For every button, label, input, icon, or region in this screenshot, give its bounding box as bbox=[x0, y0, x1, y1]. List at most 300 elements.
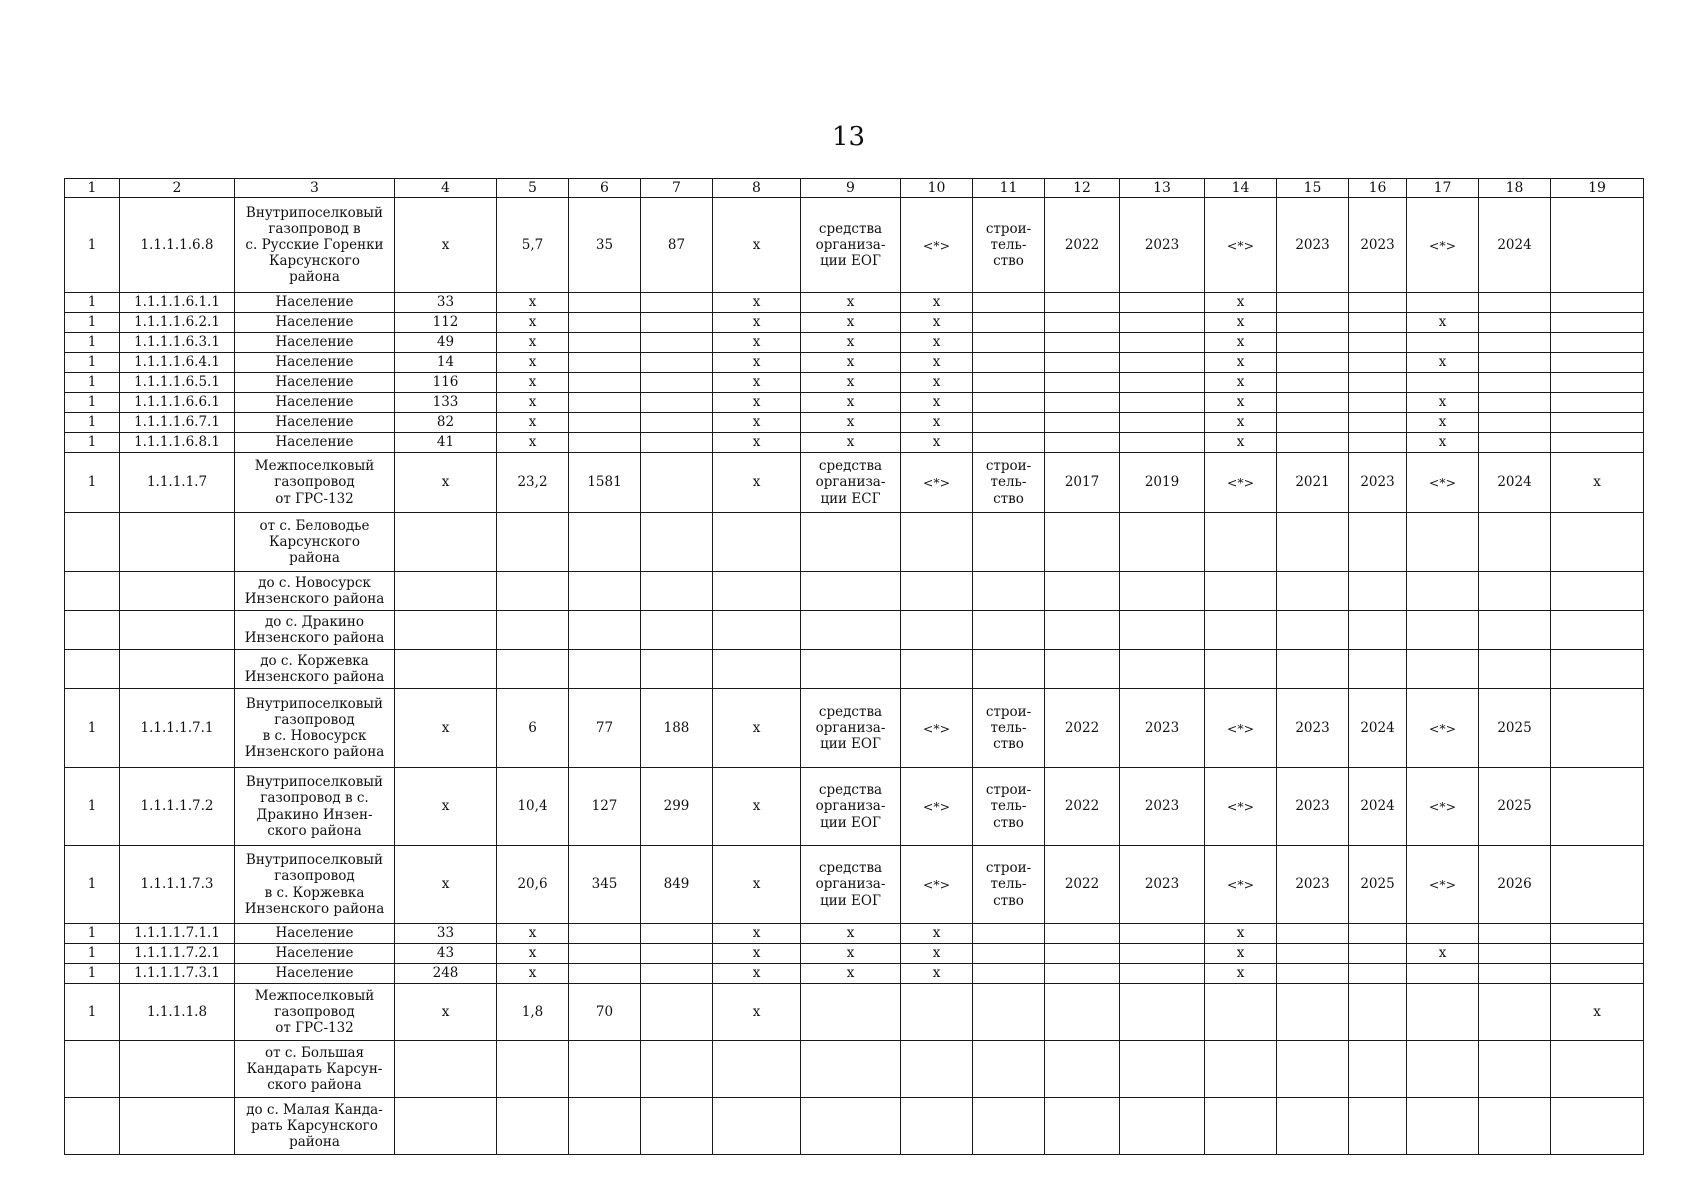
table-cell bbox=[641, 1098, 713, 1155]
table-row bbox=[65, 1041, 1644, 1098]
table-cell: x bbox=[1407, 353, 1479, 373]
table-cell: x bbox=[713, 293, 801, 313]
table-cell bbox=[1407, 572, 1479, 611]
table-cell: x bbox=[1205, 924, 1277, 944]
table-cell: x bbox=[901, 293, 973, 313]
table-cell: 2024 bbox=[1479, 453, 1551, 513]
table-cell bbox=[1407, 1098, 1479, 1155]
table-cell: средства организа- ции ЕОГ bbox=[801, 198, 901, 293]
table-cell: <*> bbox=[1205, 453, 1277, 513]
table-cell bbox=[801, 1041, 901, 1098]
table-cell bbox=[1045, 353, 1120, 373]
table-cell bbox=[1120, 650, 1205, 689]
table-cell bbox=[1277, 433, 1349, 453]
table-cell bbox=[1479, 924, 1551, 944]
table-cell bbox=[1407, 984, 1479, 1041]
table-cell bbox=[641, 984, 713, 1041]
table-cell: x bbox=[801, 433, 901, 453]
table-cell bbox=[1120, 513, 1205, 572]
header-cell: 13 bbox=[1120, 179, 1205, 198]
table-cell bbox=[1045, 1098, 1120, 1155]
table-cell: 2023 bbox=[1277, 198, 1349, 293]
table-cell bbox=[973, 1098, 1045, 1155]
table-cell bbox=[569, 572, 641, 611]
table-cell: x bbox=[497, 333, 569, 353]
table-cell: средства организа- ции ЕОГ bbox=[801, 689, 901, 768]
table-cell bbox=[1479, 413, 1551, 433]
table-cell: 2022 bbox=[1045, 768, 1120, 846]
table-cell: x bbox=[395, 198, 497, 293]
table-cell bbox=[569, 964, 641, 984]
table-cell bbox=[901, 984, 973, 1041]
table-cell bbox=[1120, 373, 1205, 393]
table-cell bbox=[1205, 650, 1277, 689]
data-table bbox=[64, 178, 1644, 1155]
table-cell: 116 bbox=[395, 373, 497, 393]
table-cell: 2024 bbox=[1349, 768, 1407, 846]
table-cell: 2023 bbox=[1277, 846, 1349, 924]
table-cell bbox=[973, 513, 1045, 572]
table-cell bbox=[1479, 650, 1551, 689]
table-row bbox=[65, 964, 1644, 984]
table-cell bbox=[1479, 313, 1551, 333]
table-cell: x bbox=[1407, 393, 1479, 413]
table-cell: x bbox=[901, 373, 973, 393]
table-cell: 2025 bbox=[1479, 768, 1551, 846]
table-cell bbox=[973, 413, 1045, 433]
table-cell bbox=[1205, 572, 1277, 611]
table-cell bbox=[901, 1041, 973, 1098]
table-cell: x bbox=[395, 846, 497, 924]
table-cell: 1 bbox=[65, 964, 120, 984]
table-cell: 1.1.1.1.7.1.1 bbox=[120, 924, 235, 944]
table-cell: x bbox=[713, 846, 801, 924]
table-cell: <*> bbox=[901, 198, 973, 293]
header-cell: 15 bbox=[1277, 179, 1349, 198]
table-cell: 1 bbox=[65, 453, 120, 513]
table-cell: 43 bbox=[395, 944, 497, 964]
table-cell bbox=[65, 1041, 120, 1098]
table-cell: <*> bbox=[1407, 453, 1479, 513]
header-cell: 2 bbox=[120, 179, 235, 198]
table-cell bbox=[1120, 611, 1205, 650]
table-cell bbox=[641, 650, 713, 689]
table-cell bbox=[1551, 944, 1644, 964]
header-cell: 19 bbox=[1551, 179, 1644, 198]
table-cell: <*> bbox=[1407, 768, 1479, 846]
table-cell: x bbox=[497, 413, 569, 433]
table-cell bbox=[569, 1098, 641, 1155]
table-cell bbox=[1407, 650, 1479, 689]
table-cell: x bbox=[713, 924, 801, 944]
table-cell bbox=[641, 453, 713, 513]
table-cell bbox=[1479, 944, 1551, 964]
table-cell bbox=[120, 513, 235, 572]
table-cell: средства организа- ции ЕОГ bbox=[801, 768, 901, 846]
table-cell bbox=[973, 313, 1045, 333]
table-row bbox=[65, 650, 1644, 689]
table-cell bbox=[1551, 611, 1644, 650]
header-cell: 18 bbox=[1479, 179, 1551, 198]
table-cell bbox=[1349, 650, 1407, 689]
table-cell: x bbox=[1551, 984, 1644, 1041]
table-cell bbox=[973, 924, 1045, 944]
table-cell: от с. Большая Кандарать Карсун- ского района bbox=[235, 1041, 395, 1098]
table-cell: 2026 bbox=[1479, 846, 1551, 924]
table-cell: <*> bbox=[901, 689, 973, 768]
table-row bbox=[65, 393, 1644, 413]
table-cell bbox=[641, 1041, 713, 1098]
table-cell: <*> bbox=[1205, 198, 1277, 293]
table-cell bbox=[1349, 353, 1407, 373]
table-row bbox=[65, 513, 1644, 572]
table-cell bbox=[713, 1041, 801, 1098]
table-cell bbox=[1479, 393, 1551, 413]
table-cell bbox=[1045, 924, 1120, 944]
table-cell: 14 bbox=[395, 353, 497, 373]
table-row bbox=[65, 611, 1644, 650]
table-cell bbox=[1349, 293, 1407, 313]
table-cell: средства организа- ции ЕОГ bbox=[801, 846, 901, 924]
table-cell bbox=[641, 944, 713, 964]
table-cell: x bbox=[1205, 433, 1277, 453]
table-cell bbox=[65, 513, 120, 572]
table-cell bbox=[1479, 433, 1551, 453]
table-cell bbox=[713, 650, 801, 689]
table-cell bbox=[641, 964, 713, 984]
table-cell bbox=[973, 1041, 1045, 1098]
table-cell: 1 bbox=[65, 393, 120, 413]
table-row bbox=[65, 413, 1644, 433]
table-cell bbox=[1277, 513, 1349, 572]
table-cell: 1 bbox=[65, 373, 120, 393]
table-cell bbox=[901, 572, 973, 611]
table-cell bbox=[641, 333, 713, 353]
table-cell bbox=[801, 611, 901, 650]
table-row bbox=[65, 924, 1644, 944]
table-cell: 2024 bbox=[1349, 689, 1407, 768]
table-cell bbox=[569, 413, 641, 433]
table-cell bbox=[973, 984, 1045, 1041]
table-cell: x bbox=[1205, 373, 1277, 393]
header-cell: 17 bbox=[1407, 179, 1479, 198]
table-cell: x bbox=[801, 924, 901, 944]
table-cell bbox=[641, 572, 713, 611]
table-cell bbox=[395, 1041, 497, 1098]
table-cell bbox=[1551, 964, 1644, 984]
header-cell: 1 bbox=[65, 179, 120, 198]
table-cell: <*> bbox=[1407, 846, 1479, 924]
table-cell: 1 bbox=[65, 353, 120, 373]
table-cell bbox=[1045, 1041, 1120, 1098]
table-cell: 2023 bbox=[1349, 198, 1407, 293]
table-cell: x bbox=[713, 413, 801, 433]
table-cell bbox=[1407, 373, 1479, 393]
header-cell: 16 bbox=[1349, 179, 1407, 198]
table-cell: x bbox=[801, 333, 901, 353]
table-cell: x bbox=[713, 313, 801, 333]
table-cell: 1.1.1.1.6.5.1 bbox=[120, 373, 235, 393]
table-cell: x bbox=[713, 393, 801, 413]
table-cell bbox=[1479, 611, 1551, 650]
table-cell bbox=[120, 1098, 235, 1155]
table-cell bbox=[1551, 198, 1644, 293]
table-cell: Внутрипоселковый газопровод в с. Коржевка Инзенского района bbox=[235, 846, 395, 924]
table-cell: <*> bbox=[1407, 198, 1479, 293]
table-cell: x bbox=[1205, 413, 1277, 433]
table-cell bbox=[1551, 393, 1644, 413]
table-cell bbox=[1045, 944, 1120, 964]
table-cell bbox=[1479, 1041, 1551, 1098]
table-cell: 1.1.1.1.6.8 bbox=[120, 198, 235, 293]
table-cell bbox=[1407, 924, 1479, 944]
table-cell: <*> bbox=[1205, 846, 1277, 924]
table-cell bbox=[1551, 768, 1644, 846]
table-cell: Население bbox=[235, 353, 395, 373]
table-cell bbox=[1277, 313, 1349, 333]
table-cell bbox=[569, 393, 641, 413]
table-cell: 1 bbox=[65, 198, 120, 293]
table-cell bbox=[120, 572, 235, 611]
table-cell: 1 bbox=[65, 413, 120, 433]
table-cell bbox=[973, 433, 1045, 453]
table-cell bbox=[1349, 611, 1407, 650]
table-row bbox=[65, 198, 1644, 293]
table-cell: 1 bbox=[65, 846, 120, 924]
table-cell bbox=[901, 1098, 973, 1155]
table-cell: x bbox=[801, 393, 901, 413]
table-cell bbox=[1551, 373, 1644, 393]
table-cell: 1.1.1.1.7.2.1 bbox=[120, 944, 235, 964]
table-cell: строи- тель- ство bbox=[973, 453, 1045, 513]
table-cell: 35 bbox=[569, 198, 641, 293]
table-cell: 849 bbox=[641, 846, 713, 924]
table-cell: Межпоселковый газопровод от ГРС-132 bbox=[235, 984, 395, 1041]
table-cell bbox=[1277, 373, 1349, 393]
table-row bbox=[65, 572, 1644, 611]
table-cell: x bbox=[801, 413, 901, 433]
table-cell: <*> bbox=[901, 846, 973, 924]
table-cell bbox=[713, 1098, 801, 1155]
table-cell bbox=[901, 611, 973, 650]
table-cell bbox=[1349, 373, 1407, 393]
table-cell: x bbox=[901, 413, 973, 433]
header-cell: 6 bbox=[569, 179, 641, 198]
table-cell: 1,8 bbox=[497, 984, 569, 1041]
table-cell: 1 bbox=[65, 924, 120, 944]
table-cell bbox=[1479, 984, 1551, 1041]
table-cell: x bbox=[497, 924, 569, 944]
table-cell bbox=[1120, 984, 1205, 1041]
table-cell bbox=[1349, 964, 1407, 984]
table-cell: до с. Малая Канда- рать Карсунского района bbox=[235, 1098, 395, 1155]
table-cell bbox=[1045, 413, 1120, 433]
table-cell: 20,6 bbox=[497, 846, 569, 924]
table-cell bbox=[801, 1098, 901, 1155]
table-cell bbox=[1120, 293, 1205, 313]
table-cell: 33 bbox=[395, 293, 497, 313]
table-cell: x bbox=[713, 944, 801, 964]
table-cell bbox=[641, 393, 713, 413]
table-cell bbox=[641, 433, 713, 453]
table-cell bbox=[1277, 611, 1349, 650]
table-cell: Население bbox=[235, 373, 395, 393]
table-cell bbox=[1551, 353, 1644, 373]
table-cell bbox=[1349, 1041, 1407, 1098]
table-cell bbox=[1205, 513, 1277, 572]
table-cell: x bbox=[497, 313, 569, 333]
table-cell bbox=[1277, 413, 1349, 433]
table-cell bbox=[569, 433, 641, 453]
table-cell bbox=[1551, 1098, 1644, 1155]
table-cell bbox=[65, 1098, 120, 1155]
table-cell bbox=[973, 353, 1045, 373]
table-cell bbox=[395, 650, 497, 689]
table-cell: <*> bbox=[901, 768, 973, 846]
table-cell bbox=[1277, 1041, 1349, 1098]
table-cell: x bbox=[801, 964, 901, 984]
table-cell: 133 bbox=[395, 393, 497, 413]
page-number: 13 bbox=[831, 122, 866, 152]
table-cell bbox=[65, 611, 120, 650]
table-cell: x bbox=[713, 353, 801, 373]
table-cell: 2023 bbox=[1120, 768, 1205, 846]
header-cell: 12 bbox=[1045, 179, 1120, 198]
table-cell: 33 bbox=[395, 924, 497, 944]
table-cell bbox=[1407, 611, 1479, 650]
table-cell: x bbox=[497, 944, 569, 964]
table-cell: 345 bbox=[569, 846, 641, 924]
table-cell: 1.1.1.1.6.2.1 bbox=[120, 313, 235, 333]
table-cell bbox=[1349, 393, 1407, 413]
table-cell bbox=[1551, 433, 1644, 453]
table-cell: до с. Коржевка Инзенского района bbox=[235, 650, 395, 689]
table-cell bbox=[497, 513, 569, 572]
table-cell bbox=[1120, 393, 1205, 413]
table-cell: 1.1.1.1.6.6.1 bbox=[120, 393, 235, 413]
table-cell: x bbox=[801, 313, 901, 333]
table-cell: 1.1.1.1.6.8.1 bbox=[120, 433, 235, 453]
table-cell: 2022 bbox=[1045, 198, 1120, 293]
table-cell bbox=[569, 944, 641, 964]
table-cell bbox=[65, 650, 120, 689]
table-cell: <*> bbox=[1205, 768, 1277, 846]
table-cell: 41 bbox=[395, 433, 497, 453]
table-cell bbox=[1045, 333, 1120, 353]
table-cell bbox=[713, 572, 801, 611]
table-cell bbox=[973, 393, 1045, 413]
table-cell bbox=[395, 572, 497, 611]
header-cell: 5 bbox=[497, 179, 569, 198]
header-row bbox=[65, 179, 1644, 198]
table-cell bbox=[1349, 333, 1407, 353]
table-row bbox=[65, 313, 1644, 333]
table-cell bbox=[1479, 1098, 1551, 1155]
table-cell: x bbox=[713, 373, 801, 393]
table-cell: x bbox=[1205, 393, 1277, 413]
table-cell bbox=[1479, 572, 1551, 611]
table-cell: x bbox=[497, 373, 569, 393]
table-cell: x bbox=[1205, 333, 1277, 353]
table-cell bbox=[1407, 293, 1479, 313]
table-cell bbox=[1120, 413, 1205, 433]
table-cell: 2017 bbox=[1045, 453, 1120, 513]
table-cell bbox=[1205, 1041, 1277, 1098]
table-cell bbox=[1551, 689, 1644, 768]
table-cell: x bbox=[801, 353, 901, 373]
table-cell bbox=[641, 513, 713, 572]
header-cell: 10 bbox=[901, 179, 973, 198]
table-cell: Население bbox=[235, 393, 395, 413]
table-cell: x bbox=[801, 293, 901, 313]
table-cell: 5,7 bbox=[497, 198, 569, 293]
table-cell bbox=[1551, 1041, 1644, 1098]
table-cell bbox=[973, 964, 1045, 984]
table-cell bbox=[395, 1098, 497, 1155]
table-row bbox=[65, 768, 1644, 846]
table-cell bbox=[569, 924, 641, 944]
table-cell: 49 bbox=[395, 333, 497, 353]
table-cell: 6 bbox=[497, 689, 569, 768]
table-cell: 1 bbox=[65, 333, 120, 353]
table-cell bbox=[641, 353, 713, 373]
table-cell bbox=[1551, 293, 1644, 313]
table-cell bbox=[1045, 984, 1120, 1041]
table-cell bbox=[973, 611, 1045, 650]
table-cell bbox=[1551, 572, 1644, 611]
table-cell bbox=[1120, 353, 1205, 373]
table-cell bbox=[1277, 393, 1349, 413]
table-cell: <*> bbox=[1407, 689, 1479, 768]
table-cell: x bbox=[901, 313, 973, 333]
table-cell bbox=[120, 1041, 235, 1098]
table-cell: x bbox=[901, 333, 973, 353]
table-cell: строи- тель- ство bbox=[973, 768, 1045, 846]
table-cell: 1 bbox=[65, 689, 120, 768]
table-cell: x bbox=[901, 353, 973, 373]
table-cell bbox=[1045, 964, 1120, 984]
table-row bbox=[65, 353, 1644, 373]
table-row bbox=[65, 1098, 1644, 1155]
table-cell bbox=[497, 650, 569, 689]
table-cell bbox=[1045, 433, 1120, 453]
table-cell bbox=[1479, 513, 1551, 572]
table-cell: x bbox=[395, 453, 497, 513]
table-cell: Население bbox=[235, 944, 395, 964]
table-cell bbox=[973, 572, 1045, 611]
table-cell bbox=[1479, 293, 1551, 313]
table-cell: 248 bbox=[395, 964, 497, 984]
table-cell bbox=[1277, 944, 1349, 964]
table-cell: Население bbox=[235, 924, 395, 944]
table-cell: x bbox=[1407, 944, 1479, 964]
table-cell bbox=[1277, 353, 1349, 373]
table-cell bbox=[1407, 1041, 1479, 1098]
table-cell bbox=[1277, 293, 1349, 313]
table-cell bbox=[1349, 513, 1407, 572]
table-cell bbox=[1205, 1098, 1277, 1155]
table-cell bbox=[497, 1041, 569, 1098]
table-cell bbox=[1120, 944, 1205, 964]
table-row bbox=[65, 944, 1644, 964]
table-cell bbox=[801, 650, 901, 689]
table-cell bbox=[1045, 293, 1120, 313]
table-cell: x bbox=[497, 393, 569, 413]
table-cell bbox=[1349, 572, 1407, 611]
table-cell: <*> bbox=[901, 453, 973, 513]
table-cell bbox=[801, 513, 901, 572]
header-cell: 8 bbox=[713, 179, 801, 198]
